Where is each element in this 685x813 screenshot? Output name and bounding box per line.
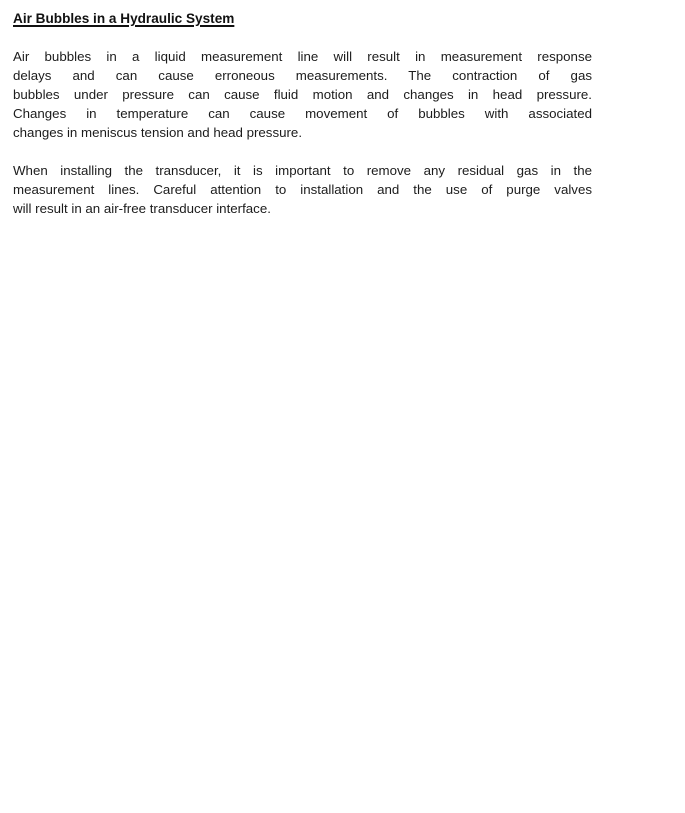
page-title-text: Air Bubbles in a Hydraulic System <box>13 11 235 26</box>
text-line: will result in an air-free transducer interface. <box>13 201 271 216</box>
text-line: delays and can cause erroneous measurements. The contraction of gas <box>13 68 592 83</box>
text-line: measurement lines. Careful attention to installation and the use of purge valves <box>13 182 592 197</box>
text-line: Air bubbles in a liquid measurement line will result in measurement response <box>13 49 592 64</box>
text-line: When installing the transducer, it is important to remove any residual gas in the <box>13 163 592 178</box>
text-line: bubbles under pressure can cause fluid motion and changes in head pressure. <box>13 87 592 102</box>
page-title <box>13 9 592 28</box>
text-line: Changes in temperature can cause movement of bubbles with associated <box>13 106 592 121</box>
text-line: changes in meniscus tension and head pressure. <box>13 125 303 140</box>
document-body <box>13 47 592 218</box>
paragraph <box>13 47 592 142</box>
paragraph <box>13 161 592 218</box>
